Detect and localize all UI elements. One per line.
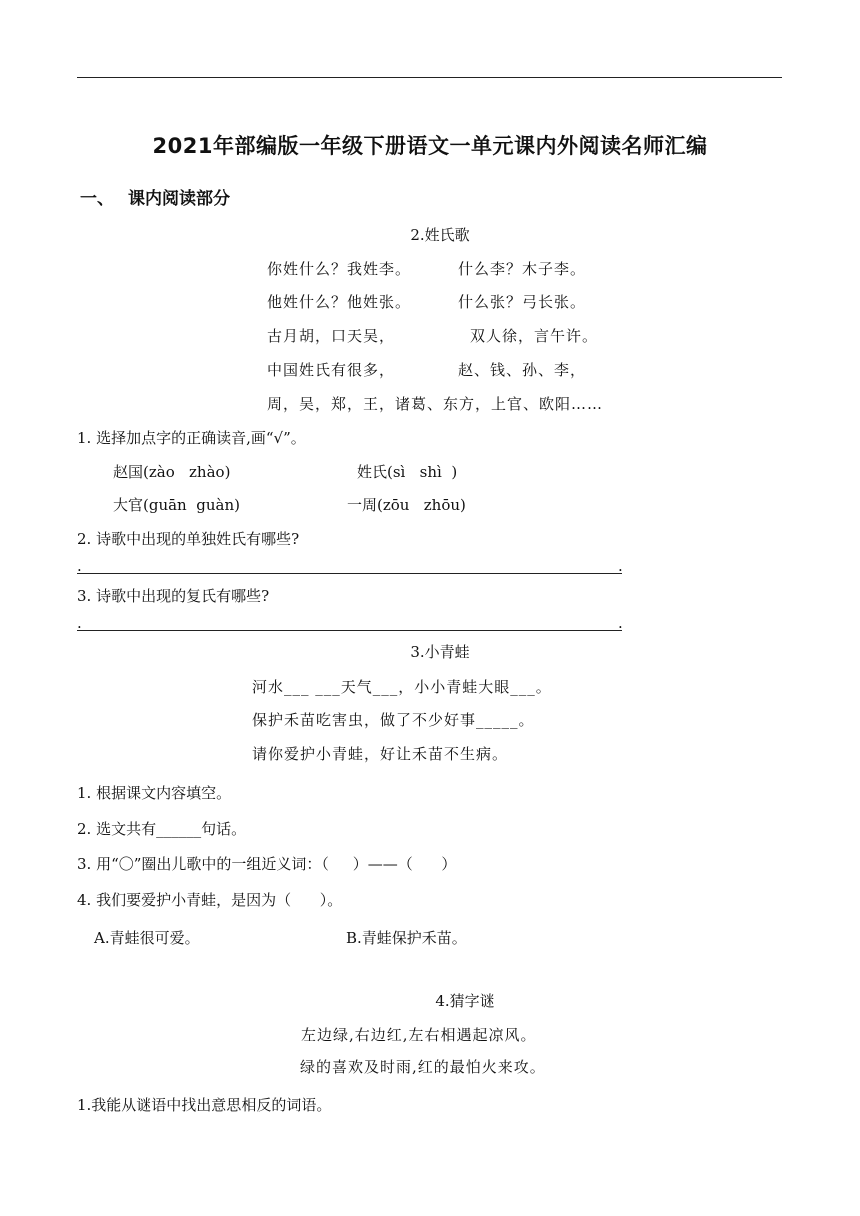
section-heading <box>80 184 230 209</box>
poem1-line-1-left: 你姓什么？我姓李。 <box>267 260 412 278</box>
poem2-title: 3.小青蛙 <box>410 643 470 661</box>
answer-line-2-dot-left: . <box>77 614 82 632</box>
poem2-question-3: 3. 用“〇”圈出儿歌中的一组近义词：（ ）——（ ） <box>77 855 457 873</box>
poem2-option-b: B.青蛙保护禾苗。 <box>346 929 467 947</box>
poem1-line-2-left: 他姓什么？他姓张。 <box>267 293 412 311</box>
poem1-line-4-left: 中国姓氏有很多， <box>267 361 396 379</box>
section-number: 一、 <box>80 189 114 209</box>
poem2-line-3: 请你爱护小青蛙，好让禾苗不生病。 <box>252 745 509 763</box>
poem1-line-1-right: 什么李？木子李。 <box>458 260 587 278</box>
poem1-line-4-right: 赵、钱、孙、李， <box>458 361 587 379</box>
answer-line-2-dot-right: . <box>618 614 623 632</box>
pinyin-option-2: 姓氏(sì shì ) <box>357 463 458 481</box>
poem2-line-1: 河水___ ___天气___，小小青蛙大眼___。 <box>252 678 552 696</box>
answer-line-1[interactable] <box>77 573 622 574</box>
header-rule <box>77 77 782 78</box>
poem3-question-1: 1.我能从谜语中找出意思相反的词语。 <box>77 1096 332 1114</box>
pinyin-option-1: 赵国(zào zhào) <box>113 463 231 481</box>
poem1-question-2: 2. 诗歌中出现的单独姓氏有哪些? <box>77 530 300 548</box>
poem3-line-1: 左边绿,右边红,左右相遇起凉风。 <box>301 1026 537 1044</box>
poem1-question-3: 3. 诗歌中出现的复氏有哪些? <box>77 587 270 605</box>
answer-line-2[interactable] <box>77 630 622 631</box>
pinyin-option-4: 一周(zōu zhōu) <box>347 496 466 514</box>
poem1-line-3-right: 双人徐，言午许。 <box>470 327 599 345</box>
poem2-line-2: 保护禾苗吃害虫，做了不少好事_____。 <box>252 711 535 729</box>
document-title: 2021年部编版一年级下册语文一单元课内外阅读名师汇编 <box>152 134 708 158</box>
poem1-last-line: 周，吴，郑，王，诸葛、东方，上官、欧阳…… <box>267 395 604 413</box>
poem1-question-1: 1. 选择加点字的正确读音,画“√”。 <box>77 429 306 447</box>
poem2-option-a: A.青蛙很可爱。 <box>94 929 200 947</box>
poem1-line-3-left: 古月胡，口天吴， <box>267 327 396 345</box>
poem2-question-1: 1. 根据课文内容填空。 <box>77 784 232 802</box>
poem2-question-2: 2. 选文共有______句话。 <box>77 820 247 838</box>
poem2-question-4: 4. 我们要爱护小青蛙，是因为（ ）。 <box>77 891 343 909</box>
answer-line-1-dot-left: . <box>77 557 82 575</box>
answer-line-1-dot-right: . <box>618 557 623 575</box>
poem3-title: 4.猜字谜 <box>435 992 495 1010</box>
poem1-title: 2.姓氏歌 <box>410 226 470 244</box>
poem3-line-2: 绿的喜欢及时雨,红的最怕火来攻。 <box>300 1058 546 1076</box>
section-label: 课内阅读部分 <box>128 189 230 209</box>
pinyin-option-3: 大官(guān guàn) <box>113 496 240 514</box>
poem1-line-2-right: 什么张？弓长张。 <box>458 293 587 311</box>
